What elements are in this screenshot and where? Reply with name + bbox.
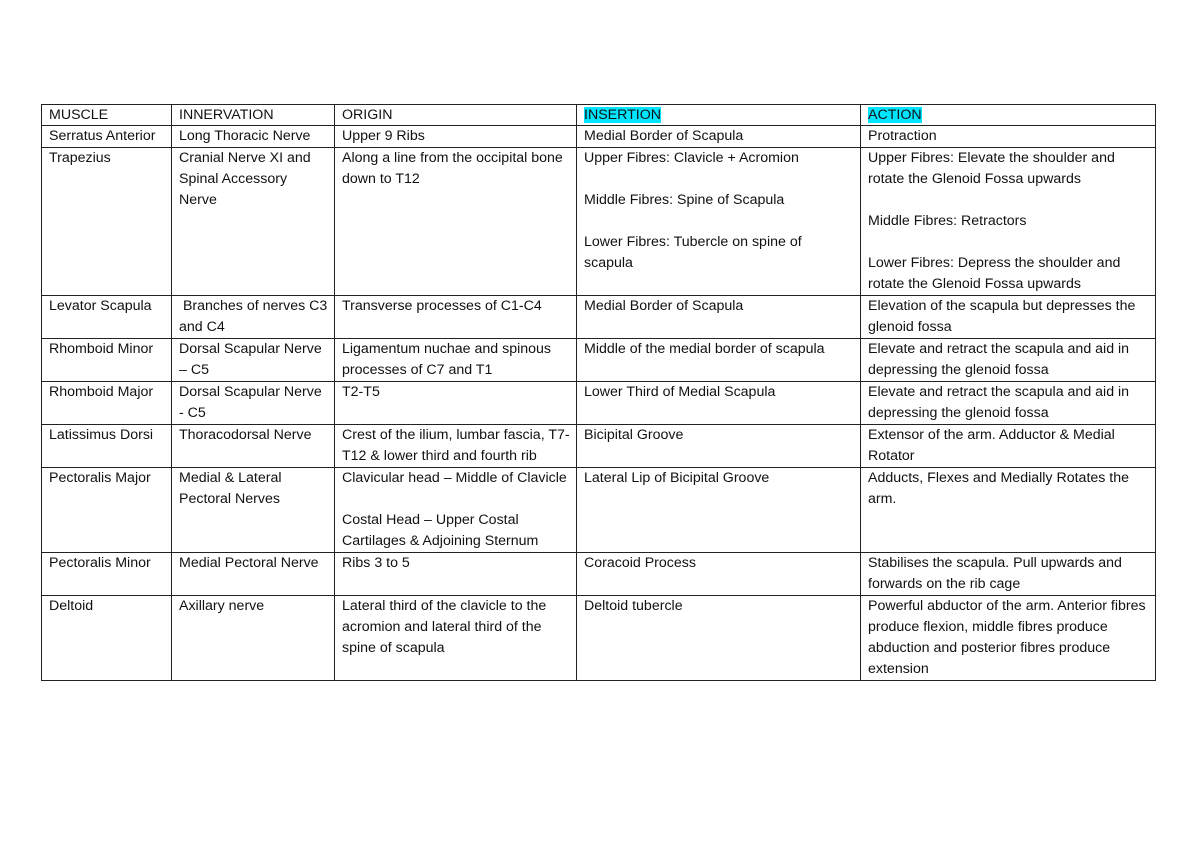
table-row: [42, 296, 1156, 339]
action-text: Elevate and retract the scapula and aid in depressing the glenoid fossa: [868, 341, 1130, 378]
insertion-text: Deltoid tubercle: [584, 598, 683, 614]
table-row: [42, 425, 1156, 468]
muscle-table: [41, 104, 1156, 681]
cell-origin: [335, 596, 577, 681]
header-origin-label: ORIGIN: [342, 107, 393, 123]
table-row: [42, 596, 1156, 681]
cell-insertion: [577, 425, 861, 468]
cell-action: [861, 126, 1156, 148]
cell-innervation: [172, 339, 335, 382]
cell-insertion: [577, 126, 861, 148]
action-text: Adducts, Flexes and Medially Rotates the arm.: [868, 470, 1130, 507]
cell-origin: [335, 148, 577, 296]
header-action: [861, 105, 1156, 126]
table-row: [42, 468, 1156, 553]
cell-innervation: [172, 296, 335, 339]
header-insertion-label: INSERTION: [584, 107, 661, 123]
table-row: [42, 126, 1156, 148]
innervation-text: Medial Pectoral Nerve: [179, 555, 319, 571]
action-text: Stabilises the scapula. Pull upwards and forwards on the rib cage: [868, 555, 1122, 592]
muscle-name: Rhomboid Major: [49, 384, 154, 400]
insertion-text: Medial Border of Scapula: [584, 128, 744, 144]
muscle-name: Pectoralis Major: [49, 470, 151, 486]
table-row: [42, 553, 1156, 596]
innervation-text: Dorsal Scapular Nerve - C5: [179, 384, 322, 421]
cell-insertion: [577, 148, 861, 296]
cell-origin: [335, 126, 577, 148]
insertion-text: Bicipital Groove: [584, 427, 684, 443]
cell-insertion: [577, 382, 861, 425]
cell-innervation: [172, 148, 335, 296]
muscle-name: Pectoralis Minor: [49, 555, 151, 571]
origin-text: Crest of the ilium, lumbar fascia, T7-T12 & lower third and fourth rib: [342, 427, 570, 464]
cell-muscle: [42, 339, 172, 382]
innervation-text: Thoracodorsal Nerve: [179, 427, 312, 443]
muscle-name: Deltoid: [49, 598, 94, 614]
muscle-name: Rhomboid Minor: [49, 341, 154, 357]
origin-costal-head: Costal Head – Upper Costal Cartilages & Adjoining Sternum: [342, 512, 539, 549]
innervation-text: Dorsal Scapular Nerve – C5: [179, 341, 322, 378]
cell-innervation: [172, 553, 335, 596]
origin-text: Ligamentum nuchae and spinous processes of C7 and T1: [342, 341, 552, 378]
origin-text: Along a line from the occipital bone down to T12: [342, 150, 563, 187]
cell-origin: [335, 553, 577, 596]
header-row: [42, 105, 1156, 126]
cell-origin: [335, 296, 577, 339]
innervation-text: Medial & Lateral Pectoral Nerves: [179, 470, 282, 507]
cell-origin: [335, 425, 577, 468]
cell-action: [861, 553, 1156, 596]
cell-origin: [335, 468, 577, 553]
cell-muscle: [42, 553, 172, 596]
insertion-text: Lateral Lip of Bicipital Groove: [584, 470, 770, 486]
insertion-lower-fibres: Lower Fibres: Tubercle on spine of scapula: [584, 234, 802, 271]
muscle-name: Levator Scapula: [49, 298, 152, 314]
cell-muscle: [42, 296, 172, 339]
header-innervation-label: INNERVATION: [179, 107, 274, 123]
cell-muscle: [42, 148, 172, 296]
paragraph-gap: [584, 211, 854, 232]
cell-muscle: [42, 425, 172, 468]
cell-muscle: [42, 382, 172, 425]
muscle-name: Latissimus Dorsi: [49, 427, 154, 443]
table-header: [42, 105, 1156, 126]
table-body: [42, 126, 1156, 681]
action-text: Protraction: [868, 128, 937, 144]
cell-action: [861, 148, 1156, 296]
action-text: Powerful abductor of the arm. Anterior fibres produce flexion, middle fibres produce abduction and posterior fibres produce extension: [868, 598, 1146, 677]
header-insertion: [577, 105, 861, 126]
cell-insertion: [577, 339, 861, 382]
cell-muscle: [42, 596, 172, 681]
cell-muscle: [42, 468, 172, 553]
header-innervation: [172, 105, 335, 126]
header-origin: [335, 105, 577, 126]
paragraph-gap: [868, 190, 1149, 211]
cell-innervation: [172, 382, 335, 425]
cell-insertion: [577, 596, 861, 681]
insertion-text: Coracoid Process: [584, 555, 696, 571]
insertion-text: Middle of the medial border of scapula: [584, 341, 825, 357]
cell-innervation: [172, 425, 335, 468]
origin-text: Ribs 3 to 5: [342, 555, 410, 571]
cell-origin: [335, 339, 577, 382]
origin-text: Lateral third of the clavicle to the acromion and lateral third of the spine of scapula: [342, 598, 547, 656]
cell-insertion: [577, 296, 861, 339]
cell-insertion: [577, 468, 861, 553]
insertion-text: Medial Border of Scapula: [584, 298, 744, 314]
insertion-upper-fibres: Upper Fibres: Clavicle + Acromion: [584, 150, 799, 166]
header-muscle-label: MUSCLE: [49, 107, 109, 123]
cell-action: [861, 339, 1156, 382]
action-text: Elevate and retract the scapula and aid in depressing the glenoid fossa: [868, 384, 1130, 421]
innervation-text: Cranial Nerve XI and Spinal Accessory Nerve: [179, 150, 311, 208]
action-text: Extensor of the arm. Adductor & Medial Rotator: [868, 427, 1115, 464]
origin-text: Upper 9 Ribs: [342, 128, 425, 144]
table-row: [42, 148, 1156, 296]
insertion-middle-fibres: Middle Fibres: Spine of Scapula: [584, 192, 785, 208]
innervation-text: Axillary nerve: [179, 598, 265, 614]
cell-muscle: [42, 126, 172, 148]
action-text: Elevation of the scapula but depresses the glenoid fossa: [868, 298, 1136, 335]
origin-text: Transverse processes of C1-C4: [342, 298, 542, 314]
paragraph-gap: [342, 489, 570, 510]
table-row: [42, 382, 1156, 425]
innervation-text: Long Thoracic Nerve: [179, 128, 311, 144]
paragraph-gap: [868, 232, 1149, 253]
cell-innervation: [172, 468, 335, 553]
cell-action: [861, 425, 1156, 468]
header-action-label: ACTION: [868, 107, 922, 123]
action-middle-fibres: Middle Fibres: Retractors: [868, 213, 1027, 229]
action-upper-fibres: Upper Fibres: Elevate the shoulder and rotate the Glenoid Fossa upwards: [868, 150, 1115, 187]
table-row: [42, 339, 1156, 382]
cell-origin: [335, 382, 577, 425]
cell-insertion: [577, 553, 861, 596]
cell-action: [861, 596, 1156, 681]
cell-innervation: [172, 596, 335, 681]
origin-text: T2-T5: [342, 384, 380, 400]
action-lower-fibres: Lower Fibres: Depress the shoulder and rotate the Glenoid Fossa upwards: [868, 255, 1121, 292]
insertion-text: Lower Third of Medial Scapula: [584, 384, 776, 400]
cell-action: [861, 468, 1156, 553]
origin-clavicular-head: Clavicular head – Middle of Clavicle: [342, 470, 567, 486]
innervation-text: Branches of nerves C3 and C4: [179, 298, 332, 335]
cell-innervation: [172, 126, 335, 148]
cell-action: [861, 382, 1156, 425]
paragraph-gap: [584, 169, 854, 190]
header-muscle: [42, 105, 172, 126]
muscle-name: Serratus Anterior: [49, 128, 156, 144]
muscle-name: Trapezius: [49, 150, 111, 166]
cell-action: [861, 296, 1156, 339]
